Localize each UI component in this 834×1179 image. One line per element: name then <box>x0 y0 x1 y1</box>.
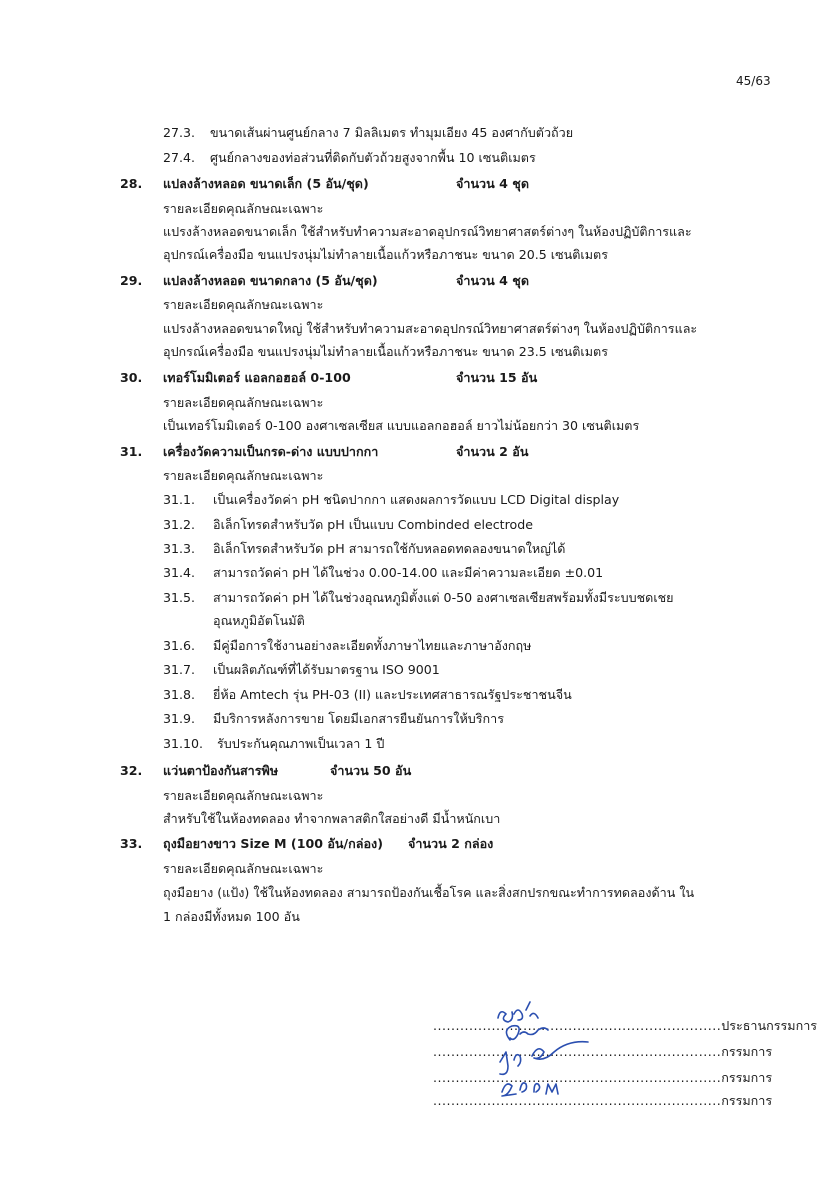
sub-item-text: ขนาดเส้นผ่านศูนย์กลาง 7 มิลลิเมตร ทำมุมเอียง 45 องศากับตัวถ้วย <box>210 125 574 140</box>
spec-text: แปรงล้างหลอดขนาดเล็ก ใช้สำหรับทำความสะอาดอุปกรณ์วิทยาศาสตร์ต่างๆ ในห้องปฏิบัติการและ <box>163 224 692 239</box>
item-title: แปลงล้างหลอด ขนาดเล็ก (5 อัน/ชุด) <box>163 176 369 191</box>
item-quantity: จำนวน 2 อัน <box>456 444 529 459</box>
page-number: 45/63 <box>736 74 771 88</box>
sub-item-text: ศูนย์กลางของท่อส่วนที่ติดกับตัวถ้วยสูงจากพื้น 10 เซนติเมตร <box>210 150 536 165</box>
spec-text: อุปกรณ์เครื่องมือ ขนแปรงนุ่มไม่ทำลายเนื้อแก้วหรือภาชนะ ขนาด 23.5 เซนติเมตร <box>163 344 608 359</box>
sub-item-text: มีบริการหลังการขาย โดยมีเอกสารยืนยันการให้บริการ <box>213 711 504 726</box>
signature-role: กรรมการ <box>721 1044 773 1059</box>
item-quantity: จำนวน 4 ชุด <box>456 176 529 191</box>
spec-text: อุปกรณ์เครื่องมือ ขนแปรงนุ่มไม่ทำลายเนื้อแก้วหรือภาชนะ ขนาด 20.5 เซนติเมตร <box>163 247 608 262</box>
item-number: 31. <box>120 444 143 459</box>
spec-heading: รายละเอียดคุณลักษณะเฉพาะ <box>163 468 324 483</box>
spec-heading: รายละเอียดคุณลักษณะเฉพาะ <box>163 861 324 876</box>
sub-item-number: 31.1. <box>163 492 196 507</box>
item-quantity: จำนวน 15 อัน <box>456 370 538 385</box>
spec-heading: รายละเอียดคุณลักษณะเฉพาะ <box>163 395 324 410</box>
sub-item-number: 31.8. <box>163 687 196 702</box>
item-quantity: จำนวน 50 อัน <box>330 763 412 778</box>
signature-dots: ................................................................ <box>433 1018 722 1033</box>
sub-item-number: 31.9. <box>163 711 196 726</box>
sub-item-text: เป็นผลิตภัณฑ์ที่ได้รับมาตรฐาน ISO 9001 <box>213 662 440 677</box>
sub-item-number: 27.4. <box>163 150 196 165</box>
sub-item-text: รับประกันคุณภาพเป็นเวลา 1 ปี <box>217 736 385 751</box>
handwritten-signatures <box>480 1000 640 1110</box>
signature-dots: ................................................................ <box>433 1070 722 1085</box>
signature-role: กรรมการ <box>721 1093 773 1108</box>
sub-item-text: อิเล็กโทรดสำหรับวัด pH เป็นแบบ Combinded electrode <box>213 517 533 532</box>
sub-item-text: ยี่ห้อ Amtech รุ่น PH-03 (II) และประเทศสาธารณรัฐประชาชนจีน <box>213 687 572 702</box>
signature-dots: ................................................................ <box>433 1044 722 1059</box>
spec-text: 1 กล่องมีทั้งหมด 100 อัน <box>163 909 300 924</box>
item-quantity: จำนวน 2 กล่อง <box>408 836 494 851</box>
spec-text: แปรงล้างหลอดขนาดใหญ่ ใช้สำหรับทำความสะอาดอุปกรณ์วิทยาศาสตร์ต่างๆ ในห้องปฏิบัติการและ <box>163 321 698 336</box>
item-quantity: จำนวน 4 ชุด <box>456 273 529 288</box>
item-number: 33. <box>120 836 143 851</box>
sub-item-number: 31.6. <box>163 638 196 653</box>
item-title: เทอร์โมมิเตอร์ แอลกอฮอล์ 0-100 <box>163 370 351 385</box>
sub-item-number: 31.2. <box>163 517 196 532</box>
signature-role: กรรมการ <box>721 1070 773 1085</box>
sub-item-text: สามารถวัดค่า pH ได้ในช่วง 0.00-14.00 และมีค่าความละเอียด ±0.01 <box>213 565 604 580</box>
spec-text: เป็นเทอร์โมมิเตอร์ 0-100 องศาเซลเซียส แบบแอลกอฮอล์ ยาวไม่น้อยกว่า 30 เซนติเมตร <box>163 418 640 433</box>
sub-item-number: 31.3. <box>163 541 196 556</box>
item-title: แปลงล้างหลอด ขนาดกลาง (5 อัน/ชุด) <box>163 273 378 288</box>
spec-heading: รายละเอียดคุณลักษณะเฉพาะ <box>163 297 324 312</box>
sub-item-text: สามารถวัดค่า pH ได้ในช่วงอุณหภูมิตั้งแต่ 0-50 องศาเซลเซียสพร้อมทั้งมีระบบชดเชย <box>213 590 674 605</box>
item-number: 29. <box>120 273 143 288</box>
sub-item-number: 31.7. <box>163 662 196 677</box>
item-number: 28. <box>120 176 143 191</box>
sub-item-text: อิเล็กโทรดสำหรับวัด pH สามารถใช้กับหลอดทดลองขนาดใหญ่ได้ <box>213 541 566 556</box>
item-title: เครื่องวัดความเป็นกรด-ด่าง แบบปากกา <box>163 444 379 459</box>
sub-item-text: มีคู่มือการใช้งานอย่างละเอียดทั้งภาษาไทยและภาษาอังกฤษ <box>213 638 532 653</box>
signature-role: ประธานกรรมการ <box>721 1018 818 1033</box>
spec-heading: รายละเอียดคุณลักษณะเฉพาะ <box>163 201 324 216</box>
sub-item-text: เป็นเครื่องวัดค่า pH ชนิดปากกา แสดงผลการวัดแบบ LCD Digital display <box>213 492 620 507</box>
sub-item-number: 31.5. <box>163 590 196 605</box>
item-title: ถุงมือยางขาว Size M (100 อัน/กล่อง) <box>163 836 383 851</box>
sub-item-text: อุณหภูมิอัตโนมัติ <box>213 613 305 628</box>
item-number: 30. <box>120 370 143 385</box>
item-title: แว่นตาป้องกันสารพิษ <box>163 763 279 778</box>
sub-item-number: 31.4. <box>163 565 196 580</box>
spec-text: สำหรับใช้ในห้องทดลอง ทำจากพลาสติกใสอย่างดี มีน้ำหนักเบา <box>163 811 501 826</box>
sub-item-number: 27.3. <box>163 125 196 140</box>
signature-dots: ................................................................ <box>433 1093 722 1108</box>
sub-item-number: 31.10. <box>163 736 204 751</box>
item-number: 32. <box>120 763 143 778</box>
spec-heading: รายละเอียดคุณลักษณะเฉพาะ <box>163 788 324 803</box>
spec-text: ถุงมือยาง (แป้ง) ใช้ในห้องทดลอง สามารถป้องกันเชื้อโรค และสิ่งสกปรกขณะทำการทดลองด้าน ใน <box>163 885 695 900</box>
